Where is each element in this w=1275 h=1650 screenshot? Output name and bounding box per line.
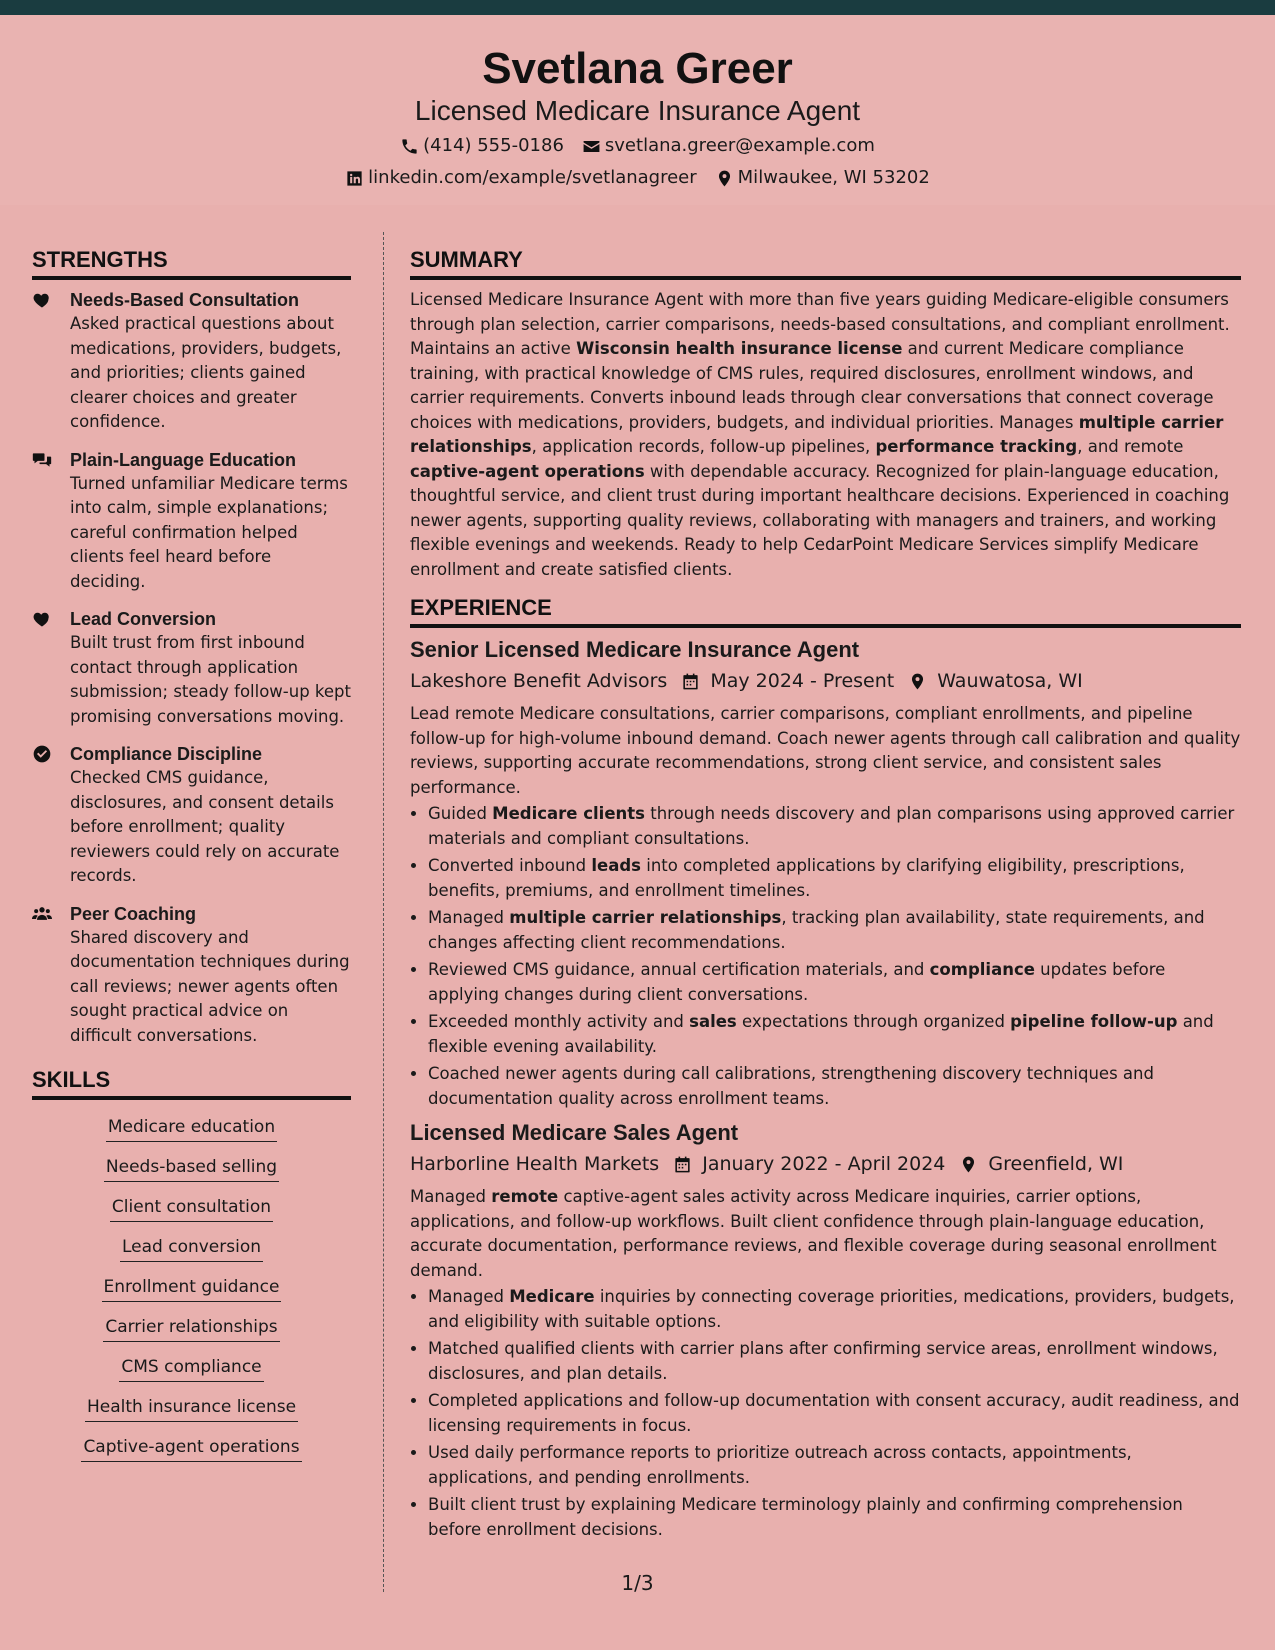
- strength-title: Lead Conversion: [70, 609, 217, 629]
- bullet-text: expectations through organized: [736, 1012, 1011, 1031]
- experience-heading: EXPERIENCE: [410, 594, 1241, 628]
- job-bullet: [428, 1441, 1241, 1490]
- bullet-bold: Medicare: [509, 1287, 595, 1306]
- bullet-bold: Medicare clients: [492, 804, 645, 823]
- job-bullet: [428, 1493, 1241, 1542]
- summary-bold: performance tracking: [875, 437, 1078, 456]
- job-description-text: Managed: [410, 1187, 492, 1206]
- skill-tag: Lead conversion: [120, 1235, 263, 1262]
- job-title: Licensed Medicare Sales Agent: [410, 1120, 739, 1145]
- job-bullet: [428, 1010, 1241, 1059]
- heart-icon-wrap: [32, 288, 70, 435]
- strength-body: [70, 742, 351, 889]
- linkedin-icon: [345, 169, 364, 188]
- bullet-text: Matched qualified clients with carrier plans after confirming service areas, enrollment windows, disclosures, and plan details.: [428, 1339, 1218, 1383]
- skill-tag: Carrier relationships: [103, 1315, 279, 1342]
- strength-item: [32, 607, 351, 729]
- bullet-text: Coached newer agents during call calibrations, strengthening discovery techniques and documentation quality across enrollment teams.: [428, 1064, 1154, 1108]
- summary-text: , and remote: [1077, 437, 1184, 456]
- skill-row: [32, 1268, 351, 1308]
- summary-text: [410, 288, 1241, 582]
- strength-item: [32, 448, 351, 595]
- bullet-text: Completed applications and follow-up documentation with consent accuracy, audit readiness, and licensing requirements in focus.: [428, 1391, 1240, 1435]
- strengths-heading: STRENGTHS: [32, 246, 351, 280]
- skill-tag: Medicare education: [106, 1115, 277, 1142]
- check-circle-icon-wrap: [32, 742, 70, 889]
- summary-heading: SUMMARY: [410, 246, 1241, 280]
- strength-description: Built trust from first inbound contact through application submission; steady follow-up kept promising conversations moving.: [70, 633, 351, 726]
- calendar-icon: [673, 1155, 692, 1174]
- bullet-text: Guided: [428, 804, 493, 823]
- strength-title: Needs-Based Consultation: [70, 290, 300, 310]
- summary-text: , application records, follow-up pipelines,: [531, 437, 876, 456]
- skills-heading: SKILLS: [32, 1066, 351, 1100]
- bullet-text: into completed applications by clarifying eligibility, prescriptions, benefits, premiums, and enrollment timelines.: [428, 856, 1185, 900]
- strength-description: Asked practical questions about medications, providers, budgets, and priorities; clients gained clearer choices and greater confidence.: [70, 314, 342, 431]
- job-description-text: captive-agent sales activity across Medicare inquiries, carrier options, applications, and follow-up workflows. Built client confidence through plain-language education, accurate documentation, performance reviews, and flexible coverage during seasonal enrollment demand.: [410, 1187, 1217, 1280]
- page-number: 1/3: [621, 1571, 654, 1595]
- job-bullet: [428, 854, 1241, 903]
- job-description-text: Lead remote Medicare consultations, carrier comparisons, compliant enrollments, and pipeline follow-up for high-volume inbound demand. Coach newer agents through call calibration and quality reviews, supporting accurate recommendations, strong client service, and consistent sales performance.: [410, 704, 1241, 797]
- email-text[interactable]: svetlana.greer@example.com: [604, 135, 875, 156]
- skill-row: [32, 1308, 351, 1348]
- job-bullet: [428, 1062, 1241, 1111]
- comments-icon: [32, 450, 52, 470]
- email-contact[interactable]: [582, 134, 875, 158]
- experience-list: [410, 636, 1241, 1542]
- location-contact: [715, 166, 930, 190]
- map-marker-icon: [908, 672, 927, 691]
- job-meta: [410, 666, 1241, 696]
- strength-title: Compliance Discipline: [70, 744, 263, 764]
- skill-row: [32, 1228, 351, 1268]
- job-location: Wauwatosa, WI: [937, 670, 1083, 692]
- bullet-text: , tracking plan availability, state requirements, and changes affecting client recommendations.: [428, 908, 1205, 952]
- bullet-text: updates before applying changes during client conversations.: [428, 960, 1166, 1004]
- bullet-bold: pipeline follow-up: [1010, 1012, 1178, 1031]
- contact-row-1: [0, 134, 1275, 158]
- strength-item: [32, 902, 351, 1049]
- strength-item: [32, 288, 351, 435]
- bullet-text: and flexible evening availability.: [428, 1012, 1214, 1056]
- job-dates: January 2022 - April 2024: [702, 1153, 946, 1175]
- users-icon-wrap: [32, 902, 70, 1049]
- phone-text: (414) 555-0186: [423, 135, 564, 156]
- linkedin-contact[interactable]: [345, 166, 696, 190]
- contact-row-2: [0, 166, 1275, 190]
- skill-tag: Needs-based selling: [104, 1155, 279, 1182]
- skill-tag: Client consultation: [110, 1195, 273, 1222]
- skill-tag: CMS compliance: [119, 1355, 263, 1382]
- left-column: [32, 246, 351, 1468]
- envelope-icon: [582, 137, 601, 156]
- strength-body: [70, 448, 351, 595]
- strength-body: [70, 607, 351, 729]
- strength-description: Turned unfamiliar Medicare terms into calm, simple explanations; careful confirmation helped clients feel heard before deciding.: [70, 473, 348, 591]
- skill-tag: Health insurance license: [85, 1395, 298, 1422]
- job-location: Greenfield, WI: [988, 1153, 1124, 1175]
- bullet-text: inquiries by connecting coverage priorities, medications, providers, budgets, and eligibility with suitable options.: [428, 1287, 1235, 1331]
- skill-row: [32, 1148, 351, 1188]
- bullet-text: through needs discovery and plan comparisons using approved carrier materials and compliant consultations.: [428, 804, 1235, 848]
- bullet-bold: sales: [689, 1012, 737, 1031]
- job-description: [410, 1185, 1241, 1283]
- candidate-name: Svetlana Greer: [482, 44, 793, 93]
- skills-list: [32, 1108, 351, 1468]
- summary-bold: multiple carrier relationships: [410, 412, 1224, 456]
- check-circle-icon: [32, 744, 52, 764]
- job-bullet: [428, 1285, 1241, 1334]
- job-bullet: [428, 1389, 1241, 1438]
- top-accent-bar: [0, 0, 1275, 15]
- right-column: [410, 246, 1241, 1545]
- skills-section: [32, 1066, 351, 1468]
- map-marker-icon: [959, 1155, 978, 1174]
- strength-body: [70, 902, 351, 1049]
- skill-tag: Captive-agent operations: [81, 1435, 301, 1462]
- job-dates: May 2024 - Present: [710, 670, 895, 692]
- job-bullets: [410, 802, 1241, 1111]
- bullet-bold: multiple carrier relationships: [509, 908, 782, 927]
- map-marker-icon: [715, 169, 734, 188]
- job-bullet: [428, 906, 1241, 955]
- candidate-title: Licensed Medicare Insurance Agent: [414, 95, 861, 126]
- bullet-text: Converted inbound: [428, 856, 592, 875]
- summary-text: Licensed Medicare Insurance Agent with more than five years guiding Medicare-eligible consumers through plan selection, carrier comparisons, needs-based consultations, and compliant enrollment. Maintains an active: [410, 290, 1230, 358]
- skill-row: [32, 1108, 351, 1148]
- bullet-text: Built client trust by explaining Medicare terminology plainly and confirming comprehension before enrollment decisions.: [428, 1495, 1183, 1539]
- linkedin-text[interactable]: linkedin.com/example/svetlanagreer: [368, 167, 697, 188]
- job-entry: [410, 636, 1241, 1111]
- resume-header: [0, 15, 1275, 205]
- job-description: [410, 702, 1241, 800]
- job-title: Senior Licensed Medicare Insurance Agent: [410, 637, 860, 662]
- strength-item: [32, 742, 351, 889]
- skill-row: [32, 1188, 351, 1228]
- calendar-icon: [681, 672, 700, 691]
- comments-icon-wrap: [32, 448, 70, 595]
- strength-body: [70, 288, 351, 435]
- bullet-text: Managed: [428, 908, 510, 927]
- bullet-bold: compliance: [929, 960, 1035, 979]
- column-divider: [383, 232, 384, 1592]
- summary-bold: captive-agent operations: [410, 461, 645, 481]
- skill-row: [32, 1388, 351, 1428]
- skill-row: [32, 1428, 351, 1468]
- strengths-list: [32, 288, 351, 1048]
- summary-text: with dependable accuracy. Recognized for plain-language education, thoughtful service, and client trust during important healthcare decisions. Experienced in coaching newer agents, supporting quality reviews, collaborating with managers and trainers, and working flexible evenings and weekends. Ready to help CedarPoint Medicare Services simplify Medicare enrollment and create satisfied clients.: [410, 461, 1230, 579]
- bullet-text: Exceeded monthly activity and: [428, 1012, 690, 1031]
- heart-icon: [32, 290, 52, 310]
- bullet-bold: leads: [591, 856, 641, 875]
- bullet-text: Reviewed CMS guidance, annual certification materials, and: [428, 960, 930, 979]
- bullet-text: Used daily performance reports to prioritize outreach across contacts, appointments, applications, and pending enrollments.: [428, 1443, 1132, 1487]
- job-bullet: [428, 1337, 1241, 1386]
- strength-title: Plain-Language Education: [70, 449, 297, 470]
- job-bullet: [428, 802, 1241, 851]
- skill-tag: Enrollment guidance: [102, 1275, 282, 1302]
- job-entry: [410, 1119, 1241, 1542]
- summary-text: and current Medicare compliance training, with practical knowledge of CMS rules, required disclosures, enrollment windows, and carrier requirements. Converts inbound leads through clear conversations that connect coverage choices with medications, providers, budgets, and individual priorities. Manages: [410, 339, 1214, 432]
- heart-icon-wrap: [32, 607, 70, 729]
- bullet-text: Managed: [428, 1287, 510, 1306]
- users-icon: [32, 904, 52, 924]
- job-meta: [410, 1149, 1241, 1179]
- skill-row: [32, 1348, 351, 1388]
- strength-title: Peer Coaching: [70, 903, 197, 924]
- strength-description: Shared discovery and documentation techniques during call reviews; newer agents often sought practical advice on difficult conversations.: [70, 927, 350, 1045]
- job-company: Lakeshore Benefit Advisors: [410, 670, 668, 692]
- job-company: Harborline Health Markets: [410, 1153, 660, 1175]
- job-bullet: [428, 958, 1241, 1007]
- summary-bold: Wisconsin health insurance license: [576, 339, 903, 358]
- phone-icon: [400, 137, 419, 156]
- job-bullets: [410, 1285, 1241, 1542]
- phone-contact: [400, 134, 564, 158]
- location-text: Milwaukee, WI 53202: [737, 167, 930, 188]
- heart-icon: [32, 609, 52, 629]
- strength-description: Checked CMS guidance, disclosures, and consent details before enrollment; quality reviewers could rely on accurate records.: [70, 768, 340, 885]
- job-description-bold: remote: [491, 1187, 559, 1206]
